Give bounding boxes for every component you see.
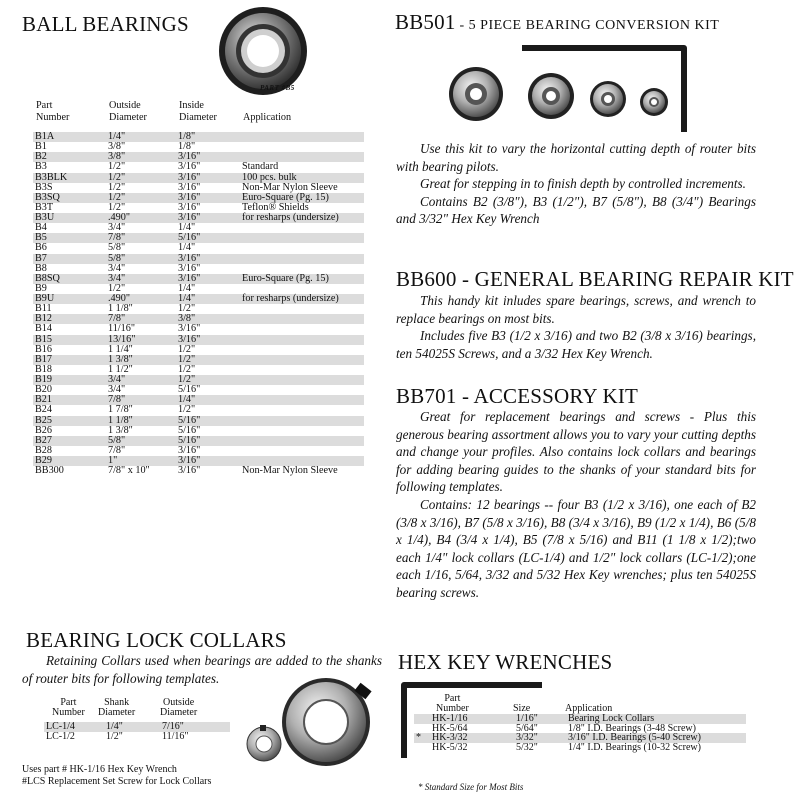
hk-note: * Standard Size for Most Bits <box>418 782 524 792</box>
bearing-row-od: 1/2" <box>106 173 176 183</box>
bearing-row-id: 3/8" <box>176 314 240 324</box>
bearing-row <box>33 233 364 243</box>
bearing-row <box>33 395 364 405</box>
bearing-row-id: 1/4" <box>178 282 196 294</box>
bearing-row-od: 1/4" <box>106 132 176 142</box>
bearing-row-app <box>240 243 364 253</box>
hex-key-row <box>414 743 746 753</box>
bearing-row-app <box>240 385 364 395</box>
bearing-row-app <box>240 335 364 345</box>
lock-collars-description: Retaining Collars used when bearings are added to the shanks of router bits for following templates. <box>22 653 382 686</box>
bearing-row-app <box>240 345 364 355</box>
bb600-title: BB600 - GENERAL BEARING REPAIR KIT <box>396 267 794 291</box>
lc-note-1: Uses part # HK-1/16 Hex Key Wrench <box>22 764 177 775</box>
bearing-row-part: B27 <box>33 436 106 446</box>
bearing-row-app <box>240 446 364 456</box>
bb701-title: BB701 - ACCESSORY KIT <box>396 384 639 408</box>
collar-row <box>44 732 230 742</box>
bearing-row-od: 7/8" <box>106 395 176 405</box>
hk-header-part: Part Number <box>436 693 469 714</box>
collar-row-od: 7/16" <box>160 722 230 732</box>
bearing-row-od: 7/8" x 10" <box>108 465 150 477</box>
collar-row-od: 11/16" <box>162 730 189 742</box>
bearing-row-app: Non-Mar Nylon Sleeve <box>242 181 338 193</box>
hex-key-row-part: HK-5/32 <box>432 742 468 754</box>
hex-key-row-part: HK-1/16 <box>430 714 514 724</box>
bearing-row <box>33 335 364 345</box>
hex-key-row-mark <box>414 743 430 753</box>
bearing-row-id: 3/16" <box>178 323 201 335</box>
bearing-row-od: 1" <box>106 456 176 466</box>
hex-key-row-mark <box>414 714 430 724</box>
bearing-row-app <box>240 395 364 405</box>
lock-collars-title: BEARING LOCK COLLARS <box>26 628 287 652</box>
bearing-row-app <box>240 416 364 426</box>
bearing-row-part: B21 <box>33 395 106 405</box>
bearing-row-id: 3/16" <box>178 181 201 193</box>
bearing-row-part: B5 <box>33 233 106 243</box>
bearing-row-id: 1/2" <box>176 375 240 385</box>
bearing-row-id: 1/2" <box>176 355 240 365</box>
bearing-row-part: B4 <box>35 222 47 234</box>
bearing-row-part: B8 <box>35 262 47 274</box>
bearing-row-od: 1 1/4" <box>108 343 133 355</box>
bearing-row-app: Euro-Square (Pg. 15) <box>240 193 364 203</box>
bearing-row-od: 1/2" <box>108 201 126 213</box>
hex-key-row-mark: * <box>414 733 430 743</box>
bearing-row-od: 3/4" <box>108 384 126 396</box>
bearing-row-part: B17 <box>33 355 106 365</box>
bearing-row-od: 7/8" <box>106 314 176 324</box>
bearing-row <box>33 162 364 172</box>
bearing-row-od: 11/16" <box>108 323 135 335</box>
bearing-row-id: 3/16" <box>176 254 240 264</box>
bearing-row-id: 3/16" <box>176 152 240 162</box>
bb600-description: This handy kit inludes spare bearings, screws, and wrench to replace bearings on most bits. Includes five B3 (1/2 x 3/16) and two B2 (3/8 x 3/16) bearings, ten 54025S Screws, and a 3/32 Hex Key Wrench. <box>396 293 756 361</box>
bearing-row <box>33 355 364 365</box>
bearing-row-id: 3/16" <box>178 262 201 274</box>
bearing-row-part: B3U <box>33 213 106 223</box>
collar-row-shank: 1/2" <box>106 730 123 742</box>
hex-key-row-part: HK-5/64 <box>432 722 468 734</box>
bearing-row-od: 1 7/8" <box>108 404 133 416</box>
lock-collar-small-image <box>246 716 286 768</box>
bearing-row <box>33 294 364 304</box>
bearing-row-app <box>240 304 364 314</box>
bearing-row-app <box>240 142 364 152</box>
bearing-row-id: 3/16" <box>176 456 240 466</box>
bearing-row-app <box>240 233 364 243</box>
lock-collar-large-image <box>282 672 378 770</box>
lc-header-shank: Shank Diameter <box>98 697 136 718</box>
bearing-row-id: 1/4" <box>178 242 196 254</box>
bearing-row-part: B3 <box>35 161 47 173</box>
bearing-row-app <box>240 436 364 446</box>
bearing-row <box>33 132 364 142</box>
bearing-row-part: B6 <box>35 242 47 254</box>
bearing-row-id: 3/16" <box>178 444 201 456</box>
bearing-row-id: 1/2" <box>178 363 196 375</box>
bearing-row-od: 7/8" <box>106 233 176 243</box>
bearing-row-od: 3/8" <box>108 141 126 153</box>
bearing-row-part: B18 <box>35 363 52 375</box>
bearing-row <box>33 365 364 375</box>
collar-row-part: LC-1/4 <box>44 722 104 732</box>
bearing-row-app: Euro-Square (Pg. 15) <box>240 274 364 284</box>
part-label: PART #B5 <box>260 84 295 92</box>
bearing-row-od: 1 3/8" <box>108 424 133 436</box>
bearing-row-id: 1/2" <box>178 404 196 416</box>
bearing-row-part: B29 <box>33 456 106 466</box>
bearing-row-od: 3/8" <box>106 152 176 162</box>
bearing-row-od: 1 1/8" <box>108 303 133 315</box>
hex-key-row-size: 5/64" <box>516 722 538 734</box>
hk-header-size: Size <box>513 703 531 714</box>
bearing-row <box>33 324 364 334</box>
bearing-row-od: 1/2" <box>108 161 126 173</box>
hex-key-row-size: 5/32" <box>516 742 538 754</box>
collar-row-shank: 1/4" <box>104 722 160 732</box>
bb501-kit-image <box>446 40 696 140</box>
bearing-row <box>33 385 364 395</box>
ball-bearings-table <box>33 132 364 476</box>
bearing-row-od: 1 3/8" <box>106 355 176 365</box>
bearing-row-part: B28 <box>35 444 52 456</box>
bearing-row-od: 3/4" <box>106 375 176 385</box>
bearing-row-part: BB300 <box>35 465 64 477</box>
header-outside-diameter: Outside Diameter <box>109 100 147 123</box>
bearing-row <box>33 213 364 223</box>
bearing-row-app: Standard <box>242 161 279 173</box>
bearing-row-app: 100 pcs. bulk <box>240 173 364 183</box>
header-inside-diameter: Inside Diameter <box>179 100 217 123</box>
bearing-row-od: 3/4" <box>108 222 126 234</box>
bearing-row-part: B11 <box>35 303 52 315</box>
lc-header-part: Part Number <box>52 697 85 718</box>
bearing-row-od: 7/8" <box>108 444 126 456</box>
bearing-row-od: 3/4" <box>108 262 126 274</box>
bearing-row-od: .490" <box>106 294 176 304</box>
bearing-row-app <box>240 132 364 142</box>
bearing-row-id: 3/16" <box>176 173 240 183</box>
bearing-row-part: B9U <box>33 294 106 304</box>
lock-collars-table <box>44 722 230 741</box>
bearing-row-part: B1 <box>35 141 47 153</box>
bearing-row-od: 5/8" <box>108 242 126 254</box>
bearing-row-app <box>240 405 364 415</box>
header-part: Part Number <box>36 100 70 123</box>
lc-note-2: #LCS Replacement Set Screw for Lock Collars <box>22 776 212 787</box>
bb701-description: Great for replacement bearings and screws - Plus this generous bearing assortment allows you to vary your cutting depths and change your profiles. Also contains lock collars and bearings for adding bearing guides to the shanks of your standard bits for following templates. Contains: 12 bearings -- four B3 (1/2 x 3/16), one each of B2 (3/8 x 3/16), B7 (5/8 x 3/16), B8 (3/4 x 3/16), B9 (1/2 x 1/4), B6 (5/8 x 1/4), B4 (3/4 x 1/4), B5 (7/8 x 5/16) and B11 (1 1/8 x 1/2);two each 1/4" lock collars (LC-1/4) and 1/2" lock collars (LC-1/2);one each 1/16, 5/64, 3/32 and 5/32 Hex Key wrenches; plus ten 54025S bearing screws. <box>396 409 756 600</box>
hex-key-row-size: 3/32" <box>514 733 566 743</box>
bearing-row-id: 5/16" <box>176 416 240 426</box>
bearing-row-app: for resharps (undersize) <box>240 213 364 223</box>
bearing-row-part: B9 <box>35 282 47 294</box>
bearing-row <box>33 405 364 415</box>
bearing-row-part: B19 <box>33 375 106 385</box>
bearing-row-od: 1/2" <box>108 282 126 294</box>
bearing-row-id: 1/2" <box>178 343 196 355</box>
bb501-title: BB501 - 5 PIECE BEARING CONVERSION KIT <box>395 10 720 34</box>
bearing-row-id: 3/16" <box>178 465 201 477</box>
bearing-row <box>33 274 364 284</box>
bearing-row-part: B14 <box>35 323 52 335</box>
bearing-row-od: .490" <box>106 213 176 223</box>
bearing-row-od: 1/2" <box>106 193 176 203</box>
bearing-row-id: 1/8" <box>178 141 196 153</box>
bearing-row-part: B26 <box>35 424 52 436</box>
bearing-row-part: B7 <box>33 254 106 264</box>
hex-key-row-size: 1/16" <box>514 714 566 724</box>
bearing-row-id: 3/16" <box>176 193 240 203</box>
bearing-row <box>33 466 364 476</box>
bearing-row-od: 1 1/8" <box>106 416 176 426</box>
ball-bearings-title: BALL BEARINGS <box>22 12 189 36</box>
bearing-row-id: 1/2" <box>178 303 196 315</box>
bb501-description: Use this kit to vary the horizontal cutting depth of router bits with bearing pilots. Great for stepping in to finish depth by controlled increments. Contains B2 (3/8"), B3 (1/2"), B7 (5/8"), B8 (3/4") Bearings and 3/32" Hex Key Wrench <box>396 141 756 227</box>
bearing-row-id: 1/4" <box>176 294 240 304</box>
bearing-row-app <box>240 314 364 324</box>
bearing-row-part: B3S <box>35 181 53 193</box>
hex-key-row-app: 1/8" I.D. Bearings (3-48 Screw) <box>568 722 696 734</box>
header-application: Application <box>243 112 292 123</box>
hex-key-row-app: 1/4" I.D. Bearings (10-32 Screw) <box>568 742 701 754</box>
bearing-row-id: 1/4" <box>176 395 240 405</box>
bearing-row-id: 1/8" <box>176 132 240 142</box>
bearing-row-app <box>240 355 364 365</box>
bearing-row-part: B3T <box>35 201 54 213</box>
bearing-row-part: B16 <box>35 343 52 355</box>
bearing-row <box>33 243 364 253</box>
bearing-row-id: 3/16" <box>176 213 240 223</box>
bearing-row-app: Teflon® Shields <box>242 201 309 213</box>
bearing-row-part: B3BLK <box>33 173 106 183</box>
bearing-row-part: B12 <box>33 314 106 324</box>
bearing-row-part: B24 <box>35 404 52 416</box>
bearing-row-id: 5/16" <box>178 424 201 436</box>
hex-keys-table <box>414 714 746 753</box>
bearing-row-od: 1 1/2" <box>108 363 133 375</box>
bearing-row-app: Non-Mar Nylon Sleeve <box>242 465 338 477</box>
hk-header-application: Application <box>565 703 613 714</box>
hex-keys-title: HEX KEY WRENCHES <box>398 650 613 674</box>
bearing-row-id: 3/16" <box>176 274 240 284</box>
bearing-row-part: B8SQ <box>33 274 106 284</box>
bearing-row-id: 3/16" <box>178 201 201 213</box>
bearing-row-id: 3/16" <box>178 161 201 173</box>
hex-key-row-app: Bearing Lock Collars <box>566 714 746 724</box>
bearing-row <box>33 345 364 355</box>
bearing-row-app <box>240 426 364 436</box>
bearing-row-od: 13/16" <box>106 335 176 345</box>
bearing-row-app <box>240 324 364 334</box>
bearing-row-od: 1/2" <box>108 181 126 193</box>
bearing-row-part: B20 <box>35 384 52 396</box>
bearing-row-id: 5/16" <box>176 233 240 243</box>
bearing-row-id: 5/16" <box>178 384 201 396</box>
bearing-row <box>33 304 364 314</box>
lc-header-od: Outside Diameter <box>160 697 198 718</box>
hex-key-row-part: HK-3/32 <box>430 733 514 743</box>
bearing-row-part: B3SQ <box>33 193 106 203</box>
bearing-row-app <box>240 223 364 233</box>
bearing-b5-image <box>218 6 308 96</box>
bearing-row-part: B15 <box>33 335 106 345</box>
bearing-row-id: 3/16" <box>176 335 240 345</box>
bearing-row-od: 5/8" <box>106 436 176 446</box>
bearing-row-od: 3/4" <box>106 274 176 284</box>
bearing-row-app <box>240 375 364 385</box>
bearing-row-part: B25 <box>33 416 106 426</box>
bearing-row-part: B2 <box>33 152 106 162</box>
bearing-row-part: B1A <box>33 132 106 142</box>
hex-key-row-app: 3/16" I.D. Bearings (5-40 Screw) <box>566 733 746 743</box>
bearing-row-id: 1/4" <box>178 222 196 234</box>
bearing-row-id: 5/16" <box>176 436 240 446</box>
bearing-row-app <box>240 365 364 375</box>
bearing-row-app <box>240 254 364 264</box>
bearing-row-od: 5/8" <box>106 254 176 264</box>
collar-row-part: LC-1/2 <box>46 730 75 742</box>
bearing-row-app: for resharps (undersize) <box>240 294 364 304</box>
